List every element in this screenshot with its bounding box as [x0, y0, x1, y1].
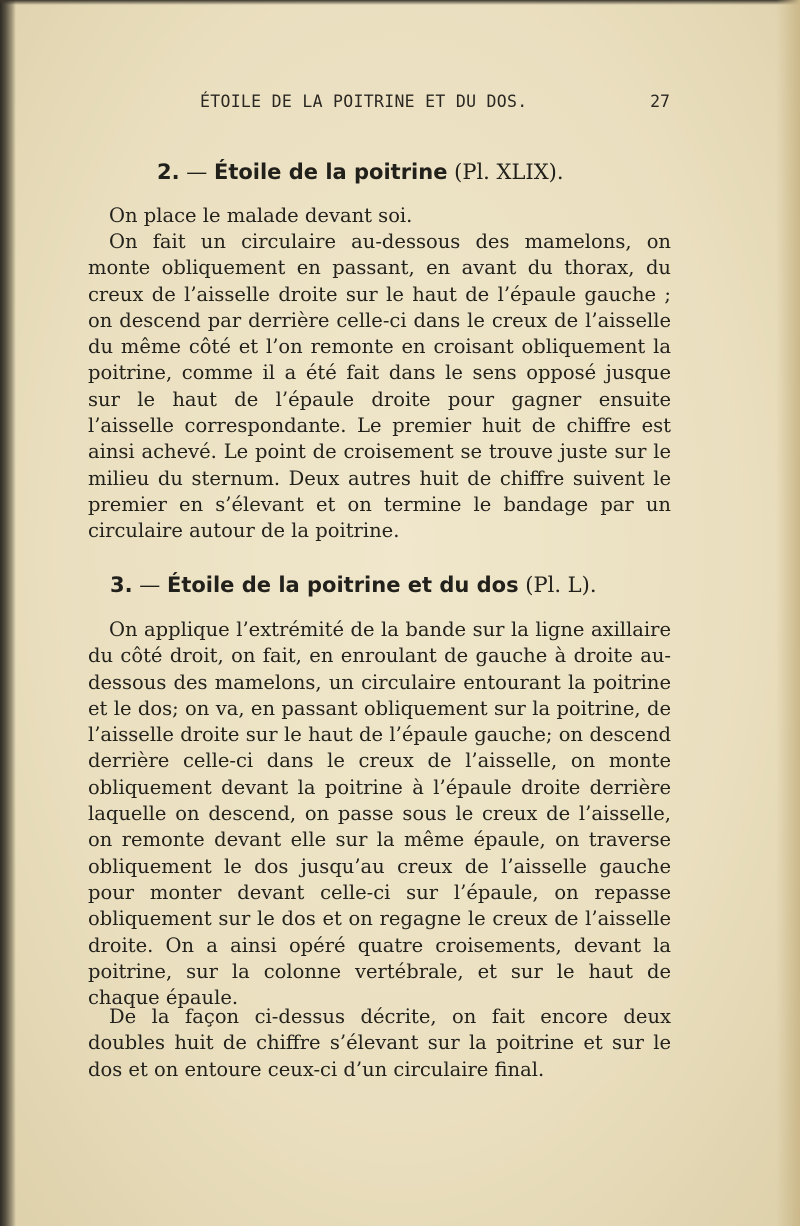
section-2-title: Étoile de la poitrine — [213, 160, 448, 184]
section-2-dash: — — [186, 160, 208, 184]
page-right-edge — [776, 0, 800, 1226]
section-3-number: 3. — [110, 573, 133, 597]
section-2-number: 2. — [157, 160, 180, 184]
section-2-heading — [157, 160, 747, 184]
section-2-plate-ref: (Pl. XLIX). — [454, 160, 564, 184]
section-3-dash: — — [139, 573, 161, 597]
page-number: 27 — [650, 92, 670, 111]
section-3-heading — [110, 573, 700, 597]
page-top-edge — [0, 0, 800, 5]
running-head-title: ÉTOILE DE LA POITRINE ET DU DOS. — [200, 92, 528, 111]
section-3-paragraph-2: De la façon ci-dessus décrite, on fait encore deux doubles huit de chiffre s’élevant sur la poitrine et sur le dos et on entoure ceux-ci d’un circulaire final. — [88, 1005, 671, 1081]
running-head — [88, 92, 670, 116]
section-3-paragraph-1: On applique l’extrémité de la bande sur la ligne axillaire du côté droit, on fait, en enroulant de gauche à droite au-dessous des mamelons, un circulaire entourant la poitrine et le dos; on va, en passant obliquement sur la poitrine, de l’aisselle droite sur le haut de l’épaule gauche; on descend derrière celle-ci dans le creux de l’aisselle, on monte obliquement devant la poitrine à l’épaule droite derrière laquelle on descend, on passe sous le creux de l’aisselle, on remonte devant elle sur la même épaule, on traverse obliquement le dos jusqu’au creux de l’aisselle gauche pour monter devant celle-ci sur l’épaule, on repasse obliquement sur le dos et on regagne le creux de l’aisselle droite. On a ainsi opéré quatre croisements, devant la poitrine, sur la colonne vertébrale, et sur le haut de chaque épaule. — [88, 618, 671, 1010]
section-3-title: Étoile de la poitrine et du dos — [166, 573, 519, 597]
section-2-paragraph-1: On place le malade devant soi. — [109, 204, 413, 227]
section-3-plate-ref: (Pl. L). — [525, 573, 597, 597]
section-2-paragraph-2: On fait un circulaire au-dessous des mamelons, on monte obliquement en passant, en avant du thorax, du creux de l’aisselle droite sur le haut de l’épaule gauche ; on descend par derrière celle-ci dans le creux de l’aisselle du même côté et l’on remonte en croisant obliquement la poitrine, comme il a été fait dans le sens opposé jusque sur le haut de l’épaule droite pour gagner ensuite l’aisselle correspondante. Le premier huit de chiffre est ainsi achevé. Le point de croisement se trouve juste sur le milieu du sternum. Deux autres huit de chiffre suivent le premier en s’élevant et on termine le bandage par un circulaire autour de la poitrine. — [88, 230, 671, 543]
book-spine-shadow — [0, 0, 16, 1226]
